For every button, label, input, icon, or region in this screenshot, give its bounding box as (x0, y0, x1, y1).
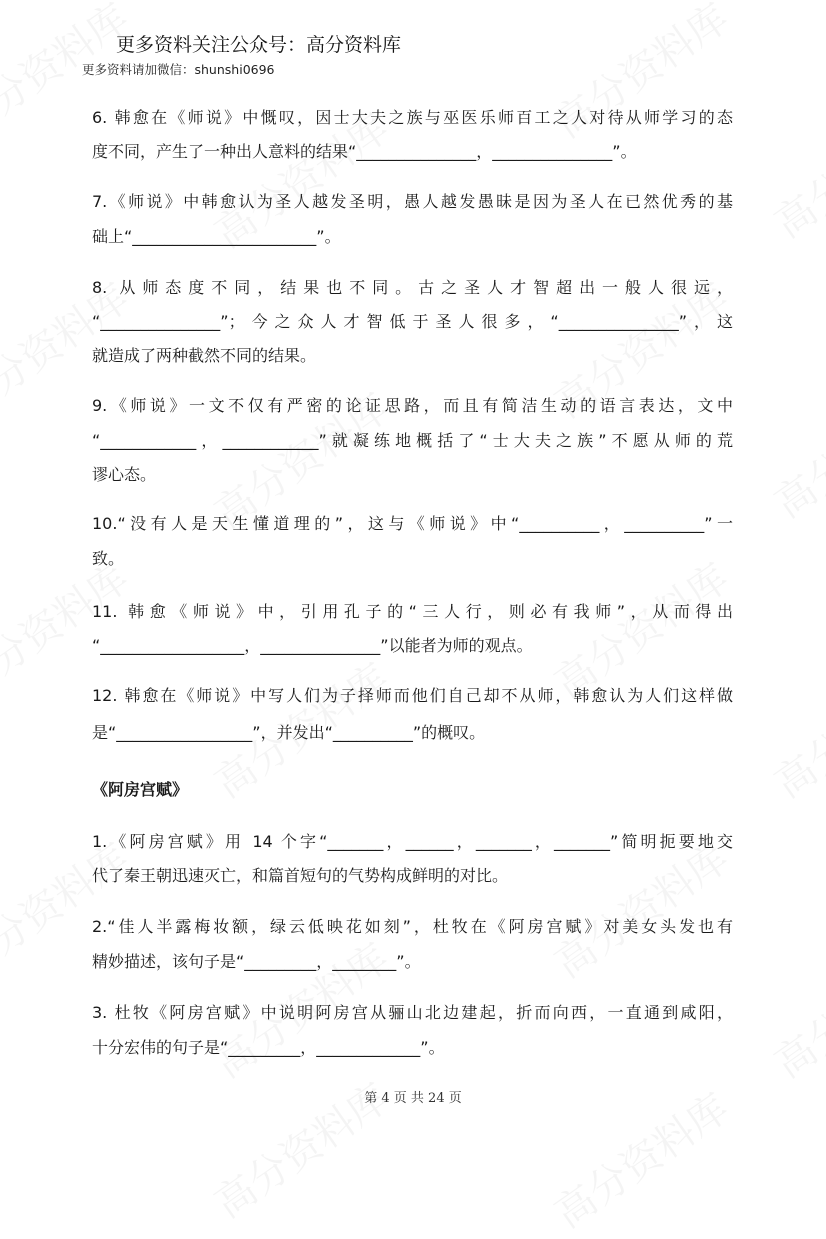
header-subtitle: 更多资料请加微信：shunshi0696 (82, 62, 275, 77)
watermark-text (762, 928, 826, 1089)
question-line: 9.《师说》一文不仅有严密的论证思路，而且有简洁生动的语言表达，文中 (92, 396, 733, 415)
question-line: “____________，____________”就凝练地概括了“士大夫之族”不愿从师的荒 (92, 431, 733, 450)
watermark-text (0, 548, 138, 709)
page-footer: 第 4 页 共 24 页 (364, 1091, 462, 1106)
question-line: 7.《师说》中韩愈认为圣人越发圣明，愚人越发愚昧是因为圣人在已然优秀的基 (92, 192, 733, 211)
question-line: 1.《阿房宫赋》用 14 个字“_______，______，_______，_______”简明扼要地交 (92, 832, 733, 851)
watermark-text (762, 368, 826, 529)
question-line: 致。 (92, 549, 125, 568)
question-line: 就造成了两种截然不同的结果。 (92, 346, 317, 365)
question-line: 精妙描述，该句子是“_________，________”。 (92, 952, 421, 971)
question-line: 十分宏伟的句子是“_________，_____________”。 (92, 1038, 445, 1057)
watermark-text (762, 88, 826, 249)
question-line: 度不同，产生了一种出人意料的结果“_______________，_______________”。 (92, 142, 637, 161)
question-line: 12. 韩愈在《师说》中写人们为子择师而他们自己却不从师，韩愈认为人们这样做 (92, 686, 733, 705)
question-line: 是“_________________”，并发出“__________”的概叹。 (92, 723, 486, 742)
watermark-text (542, 548, 739, 709)
question-line: 代了秦王朝迅速灭亡，和篇首短句的气势构成鲜明的对比。 (92, 866, 509, 885)
question-line: “_______________”；今之众人才智低于圣人很多，“_______________”，这 (92, 312, 733, 331)
question-line: 11. 韩愈《师说》中，引用孔子的“三人行，则必有我师”，从而得出 (92, 602, 733, 621)
question-line: 6. 韩愈在《师说》中慨叹，因士大夫之族与巫医乐师百工之人对待从师学习的态 (92, 108, 733, 127)
question-line: 8. 从师态度不同，结果也不同。古之圣人才智超出一般人很远， (92, 278, 733, 297)
question-line: 10.“没有人是天生懂道理的”，这与《师说》中“__________，__________”一 (92, 514, 733, 533)
question-line: 础上“_______________________”。 (92, 227, 341, 246)
section-title: 《阿房宫赋》 (92, 780, 189, 799)
header-title: 更多资料关注公众号：高分资料库 (116, 34, 402, 56)
question-line: 2.“佳人半露梅妆额，绿云低映花如刻”，杜牧在《阿房宫赋》对美女头发也有 (92, 917, 733, 936)
question-line: 谬心态。 (92, 465, 157, 484)
question-line: 3. 杜牧《阿房宫赋》中说明阿房宫从骊山北边建起，折而向西，一直通到咸阳， (92, 1003, 733, 1022)
question-line: “__________________，_______________”以能者为师的观点。 (92, 636, 533, 655)
watermark-text (762, 648, 826, 809)
